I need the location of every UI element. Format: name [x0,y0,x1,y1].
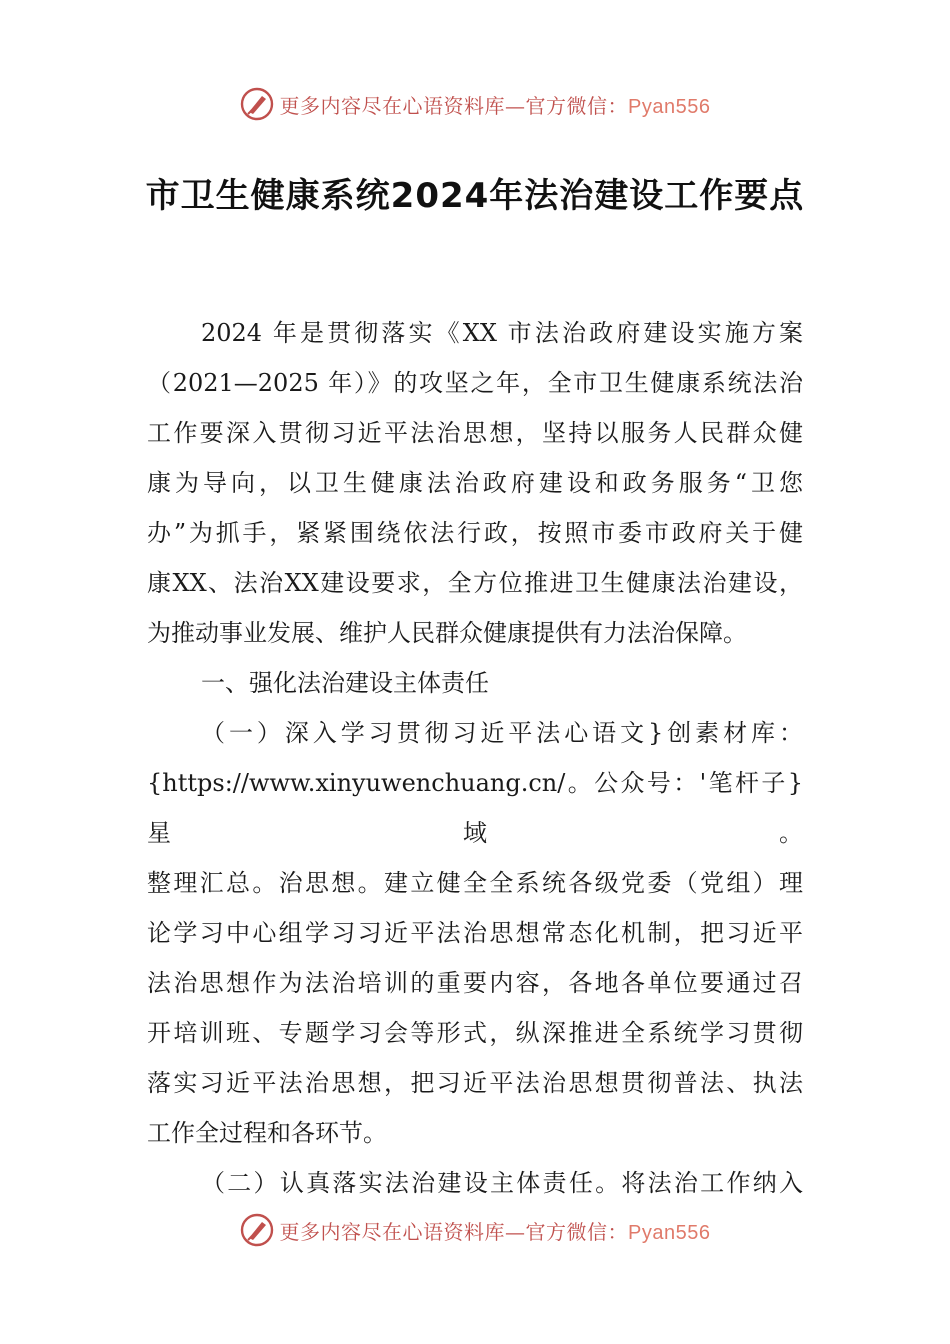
paragraph-line: 落实习近平法治思想，把习近平法治思想贯彻普法、执法 [147,1069,803,1097]
watermark-text: 更多内容尽在心语资料库—官方微信：Pyan556 [279,93,711,118]
paragraph-line: 办”为抓手，紧紧围绕依法行政，按照市委市政府关于健 [147,519,803,547]
watermark-banner-bottom [0,1210,950,1250]
document-body [147,308,803,1208]
watermark-banner-top [0,84,950,124]
wechat-id: Pyan556 [628,95,711,118]
paragraph-line: 康XX、法治XX建设要求，全方位推进卫生健康法治建设， [147,569,803,597]
wechat-id: Pyan556 [628,1221,711,1244]
paragraph-line: 工作全过程和各环节。 [147,1119,387,1147]
section-heading: 一、强化法治建设主体责任 [201,669,489,697]
paragraph-line: 为推动事业发展、维护人民群众健康提供有力法治保障。 [147,619,747,647]
paragraph-line: 论学习中心组学习习近平法治思想常态化机制，把习近平 [147,919,803,947]
paragraph-line: 康为导向，以卫生健康法治政府建设和政务服务“卫您 [147,469,803,497]
paragraph-line: （一）深入学习贯彻习近平法心语文}创素材库： [201,719,803,747]
paragraph-line: （二）认真落实法治建设主体责任。将法治工作纳入 [201,1169,803,1197]
paragraph-line: 开培训班、专题学习会等形式，纵深推进全系统学习贯彻 [147,1019,803,1047]
document-title: 市卫生健康系统2024年法治建设工作要点 [145,176,805,216]
watermark-text: 更多内容尽在心语资料库—官方微信：Pyan556 [279,1219,711,1244]
paragraph-line: 整理汇总。治思想。建立健全全系统各级党委（党组）理 [147,869,803,897]
paragraph-line: 工作要深入贯彻习近平法治思想，坚持以服务人民群众健 [147,419,803,447]
pen-quill-logo-icon [240,87,274,121]
paragraph-line: {https://www.xinyuwenchuang.cn/。公众号：'笔杆子}星域。 [147,769,803,847]
paragraph-line: 2024 年是贯彻落实《XX 市法治政府建设实施方案 [201,319,803,347]
pen-quill-logo-icon [240,1213,274,1247]
paragraph-line: （2021—2025 年）》的攻坚之年，全市卫生健康系统法治 [147,369,803,397]
paragraph-line: 法治思想作为法治培训的重要内容，各地各单位要通过召 [147,969,803,997]
